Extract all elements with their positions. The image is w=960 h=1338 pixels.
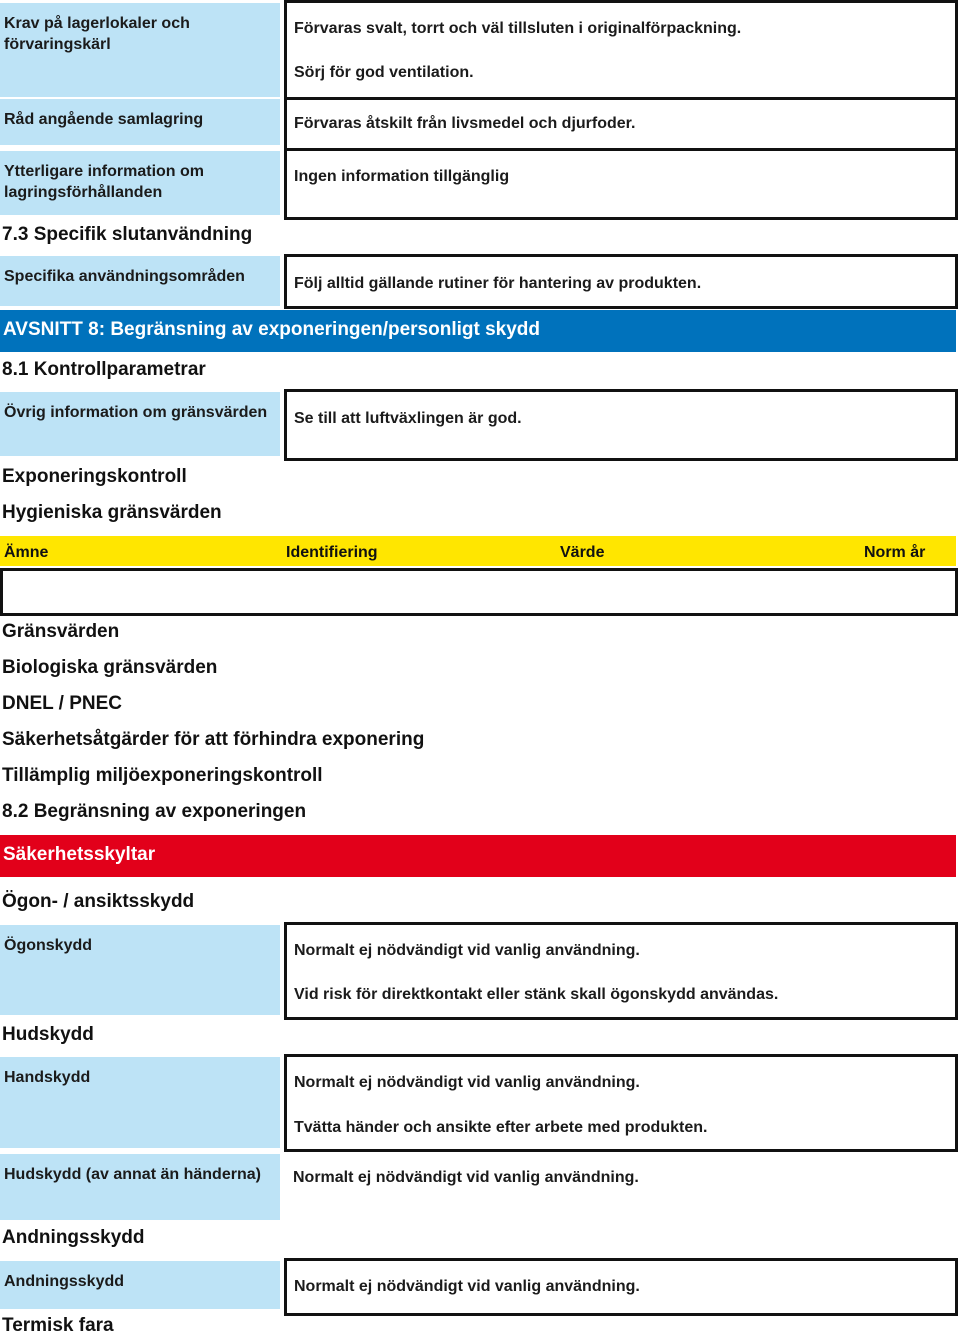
additional-storage-value: Ingen information tillgänglig — [294, 168, 510, 185]
additional-storage-label: Ytterligare information om lagringsförhållanden — [0, 151, 280, 215]
section-8-2-heading: 8.2 Begränsning av exponeringen — [2, 801, 307, 822]
dnel-pnec-heading: DNEL / PNEC — [2, 693, 123, 714]
hand-protection-value-1: Normalt ej nödvändigt vid vanlig användning. — [294, 1074, 640, 1091]
thermal-hazard-heading: Termisk fara — [2, 1315, 114, 1336]
respiratory-label: Andningsskydd — [0, 1261, 280, 1309]
hand-protection-label: Handskydd — [0, 1057, 280, 1148]
respiratory-heading: Andningsskydd — [2, 1227, 145, 1248]
biological-limits-heading: Biologiska gränsvärden — [2, 657, 218, 678]
respiratory-value: Normalt ej nödvändigt vid vanlig användning. — [294, 1278, 640, 1295]
other-limits-value: Se till att luftväxlingen är god. — [294, 410, 522, 427]
skin-other-label: Hudskydd (av annat än händerna) — [0, 1154, 280, 1220]
other-limits-box — [284, 389, 958, 461]
skin-protection-heading: Hudskydd — [2, 1024, 94, 1045]
skin-other-value: Normalt ej nödvändigt vid vanlig användning. — [293, 1169, 639, 1186]
mixed-storage-box — [284, 97, 958, 151]
column-substance: Ämne — [4, 544, 49, 561]
limit-values-heading: Gränsvärden — [2, 621, 120, 642]
safety-signs-bar: Säkerhetsskyltar — [0, 835, 956, 877]
safety-measures-heading: Säkerhetsåtgärder för att förhindra exponering — [2, 729, 425, 750]
hygienic-limits-heading: Hygieniska gränsvärden — [2, 502, 222, 523]
section-8-1-heading: 8.1 Kontrollparametrar — [2, 359, 206, 380]
storage-requirements-value-1: Förvaras svalt, torrt och väl tillsluten i originalförpackning. — [294, 20, 742, 37]
eye-protection-label: Ögonskydd — [0, 925, 280, 1015]
mixed-storage-label: Råd angående samlagring — [0, 99, 280, 145]
exposure-control-heading: Exponeringskontroll — [2, 466, 187, 487]
specific-uses-box — [284, 254, 958, 309]
eye-face-heading: Ögon- / ansiktsskydd — [2, 891, 195, 912]
storage-requirements-label: Krav på lagerlokaler och förvaringskärl — [0, 3, 280, 97]
column-identification: Identifiering — [286, 544, 378, 561]
respiratory-box — [284, 1258, 958, 1316]
additional-storage-box — [284, 148, 958, 220]
eye-protection-value-1: Normalt ej nödvändigt vid vanlig användning. — [294, 942, 640, 959]
eye-protection-value-2: Vid risk för direktkontakt eller stänk skall ögonskydd användas. — [294, 986, 779, 1003]
hand-protection-box — [284, 1054, 958, 1152]
eye-protection-box — [284, 922, 958, 1020]
column-value: Värde — [560, 544, 605, 561]
section-7-3-heading: 7.3 Specifik slutanvändning — [2, 224, 253, 245]
env-control-heading: Tillämplig miljöexponeringskontroll — [2, 765, 323, 786]
specific-uses-value: Följ alltid gällande rutiner för hantering av produkten. — [294, 275, 702, 292]
storage-requirements-box — [284, 0, 958, 100]
section-8-title-bar: AVSNITT 8: Begränsning av exponeringen/personligt skydd — [0, 310, 956, 352]
specific-uses-label: Specifika användningsområden — [0, 256, 280, 306]
limits-table-header — [0, 536, 956, 566]
other-limits-label: Övrig information om gränsvärden — [0, 392, 280, 456]
mixed-storage-value: Förvaras åtskilt från livsmedel och djurfoder. — [294, 115, 636, 132]
storage-requirements-value-2: Sörj för god ventilation. — [294, 64, 474, 81]
limits-table-body — [0, 568, 958, 616]
hand-protection-value-2: Tvätta händer och ansikte efter arbete med produkten. — [294, 1119, 708, 1136]
column-norm-year: Norm år — [864, 544, 926, 561]
